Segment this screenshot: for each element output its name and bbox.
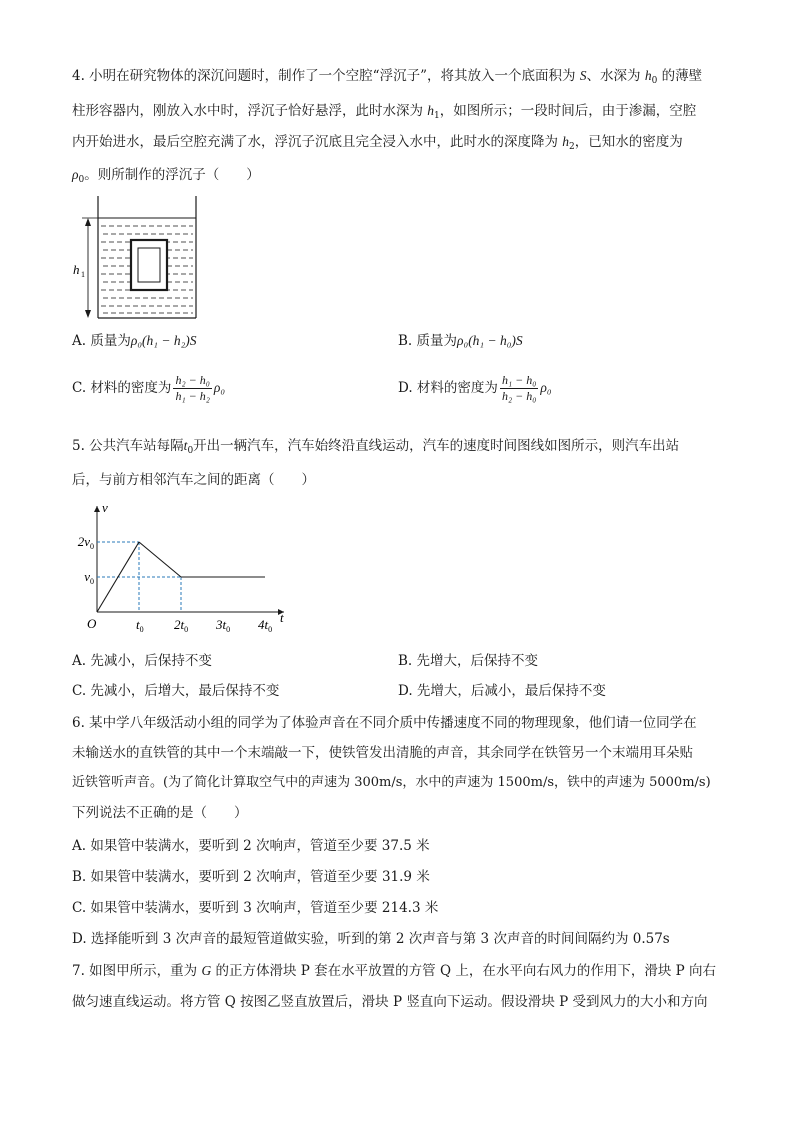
q6-option-b[interactable]: B. 如果管中装满水，要听到 2 次响声，管道至少要 31.9 米 — [72, 869, 430, 885]
q5-option-c[interactable]: C. 先减小，后增大，最后保持不变 — [72, 683, 280, 699]
q4-line-4: $\rho_0$。则所制作的浮沉子（ ） — [72, 167, 260, 185]
q7-line-2: 做匀速直线运动。将方管 Q 按图乙竖直放置后，滑块 P 竖直向下运动。假设滑块 P 受到风力的大小和方向 — [72, 994, 708, 1010]
q4-option-c[interactable]: C. 材料的密度为 $\frac{\text{h₂ − h₀}}{\text{h₁ − h₂}}$ ρ₀ — [72, 373, 226, 403]
q4-option-a[interactable]: A. 质量为ρ₀(h₁ − h₂)S — [72, 333, 197, 349]
q4-line-2: 柱形容器内，刚放入水中时，浮沉子恰好悬浮，此时水深为 $h_1$，如图所示；一段时间后，由于渗漏，空腔 — [72, 103, 697, 121]
q5-graph-segment-2 — [139, 542, 181, 577]
q4-line-3: 内开始进水，最后空腔充满了水，浮沉子沉底且完全浸入水中，此时水的深度降为 $h_2$，已知水的密度为 — [72, 134, 683, 152]
q6-option-c[interactable]: C. 如果管中装满水，要听到 3 次响声，管道至少要 214.3 米 — [72, 900, 439, 916]
q5-graph-tick-t0: $t_0$ — [136, 617, 144, 634]
q5-graph-tick-2t0: $2t_0$ — [174, 617, 189, 634]
q7-line-1: 7. 如图甲所示，重为 G 的正方体滑块 P 套在水平放置的方管 Q 上，在水平向右风力的作用下，滑块 P 向右 — [72, 963, 716, 979]
q4-figure-h1-label: h — [73, 262, 80, 277]
q6-line-1: 6. 某中学八年级活动小组的同学为了体验声音在不同介质中传播速度不同的物理现象，他们请一位同学在 — [72, 715, 697, 731]
q5-graph-origin: O — [87, 616, 97, 631]
q5-graph-tick-v0: $v_0$ — [84, 569, 94, 586]
q4-line-1: 4. 小明在研究物体的深沉问题时，制作了一个空腔“浮沉子”，将其放入一个底面积为 S、水深为 $h_0$ 的薄壁 — [72, 68, 703, 86]
q5-line-1: 5. 公共汽车站每隔$t_0$开出一辆汽车，汽车始终沿直线运动，汽车的速度时间图线如图所示，则汽车出站 — [72, 438, 680, 456]
q5-graph-tick-3t0: $3t_0$ — [216, 617, 231, 634]
q5-line-2: 后，与前方相邻汽车之间的距离（ ） — [72, 472, 315, 488]
q6-line-4: 下列说法不正确的是（ ） — [72, 805, 248, 821]
q4-option-d[interactable]: D. 材料的密度为 $\frac{\text{h₁ − h₀}}{\text{h₂ − h₀}}$ ρ₀ — [398, 373, 552, 403]
q5-option-b[interactable]: B. 先增大，后保持不变 — [398, 653, 539, 669]
q5-graph-y-label: v — [102, 500, 108, 515]
q6-option-a[interactable]: A. 如果管中装满水，要听到 2 次响声，管道至少要 37.5 米 — [72, 838, 430, 854]
q4-container-figure — [70, 196, 200, 320]
q4-option-b[interactable]: B. 质量为ρ₀(h₁ − h₀)S — [398, 333, 523, 349]
q6-line-3: 近铁管听声音。(为了简化计算取空气中的声速为 300m/s，水中的声速为 1500m/s，铁中的声速为 5000m/s) — [72, 775, 711, 790]
q5-graph-tick-4t0: $4t_0$ — [258, 617, 273, 634]
q5-velocity-time-graph — [70, 500, 300, 640]
q5-option-d[interactable]: D. 先增大，后减小，最后保持不变 — [398, 683, 606, 699]
q5-graph-x-label: t — [280, 610, 284, 625]
q6-option-d[interactable]: D. 选择能听到 3 次声音的最短管道做实验，听到的第 2 次声音与第 3 次声音的时间间隔约为 0.57s — [72, 931, 670, 947]
q6-line-2: 未输送水的直铁管的其中一个末端敲一下，使铁管发出清脆的声音，其余同学在铁管另一个末端用耳朵贴 — [72, 745, 693, 761]
q5-option-a[interactable]: A. 先减小，后保持不变 — [72, 653, 212, 669]
q5-graph-tick-2v0: $2v_0$ — [77, 534, 94, 551]
q4-figure-h1-sub: 1 — [81, 270, 85, 279]
